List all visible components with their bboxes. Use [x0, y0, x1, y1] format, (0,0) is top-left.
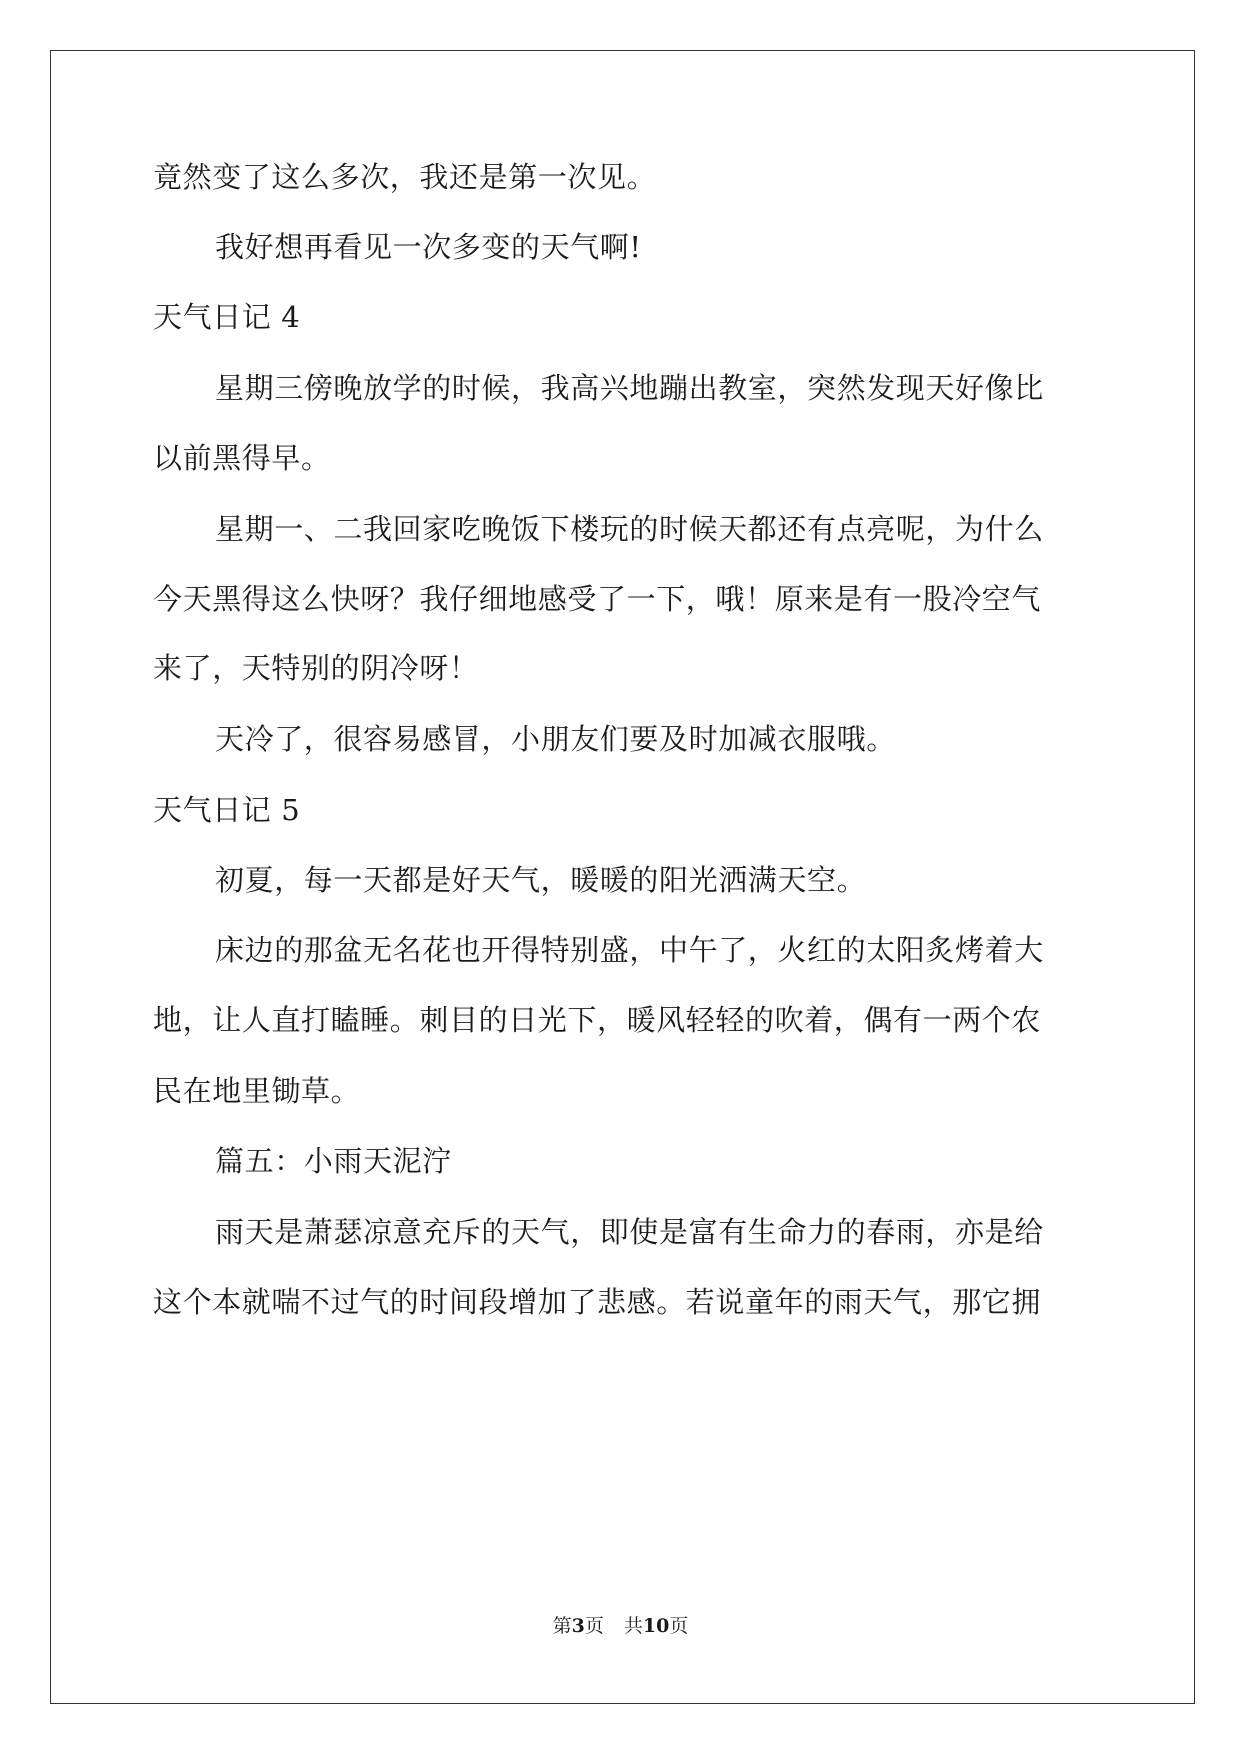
section-heading: 篇五：小雨天泥泞 — [215, 1144, 452, 1178]
text-line: 星期三傍晚放学的时候，我高兴地蹦出教室，突然发现天好像比 — [215, 371, 1044, 405]
page-footer — [0, 1614, 1241, 1638]
text-line: 我好想再看见一次多变的天气啊! — [215, 230, 642, 264]
total-pages: 10 — [642, 1615, 670, 1637]
total-suffix: 页 — [669, 1615, 689, 1637]
total-prefix: 共 — [623, 1615, 643, 1637]
text-line: 初夏，每一天都是好天气，暖暖的阳光洒满天空。 — [215, 863, 867, 897]
page-number: 3 — [571, 1615, 585, 1637]
text-line: 星期一、二我回家吃晚饭下楼玩的时候天都还有点亮呢，为什么 — [215, 512, 1044, 546]
text-line: 民在地里锄草。 — [153, 1074, 361, 1108]
text-line: 天冷了，很容易感冒，小朋友们要及时加减衣服哦。 — [215, 722, 896, 756]
text-line: 雨天是萧瑟凉意充斥的天气，即使是富有生命力的春雨，亦是给 — [215, 1215, 1044, 1249]
text-line: 床边的那盆无名花也开得特别盛，中午了，火红的太阳炙烤着大 — [215, 933, 1044, 967]
text-line: 来了，天特别的阴冷呀！ — [153, 651, 479, 685]
text-line: 今天黑得这么快呀？我仔细地感受了一下，哦！原来是有一股冷空气 — [153, 582, 1042, 616]
text-line: 地，让人直打瞌睡。刺目的日光下，暖风轻轻的吹着，偶有一两个农 — [153, 1003, 1042, 1037]
page-prefix: 第 — [552, 1615, 572, 1637]
section-heading: 天气日记 5 — [153, 793, 301, 827]
page-suffix: 页 — [584, 1615, 604, 1637]
section-heading: 天气日记 4 — [153, 300, 301, 334]
text-line: 这个本就喘不过气的时间段增加了悲感。若说童年的雨天气，那它拥 — [153, 1285, 1042, 1319]
text-line: 竟然变了这么多次，我还是第一次见。 — [153, 160, 657, 194]
text-line: 以前黑得早。 — [153, 441, 331, 475]
